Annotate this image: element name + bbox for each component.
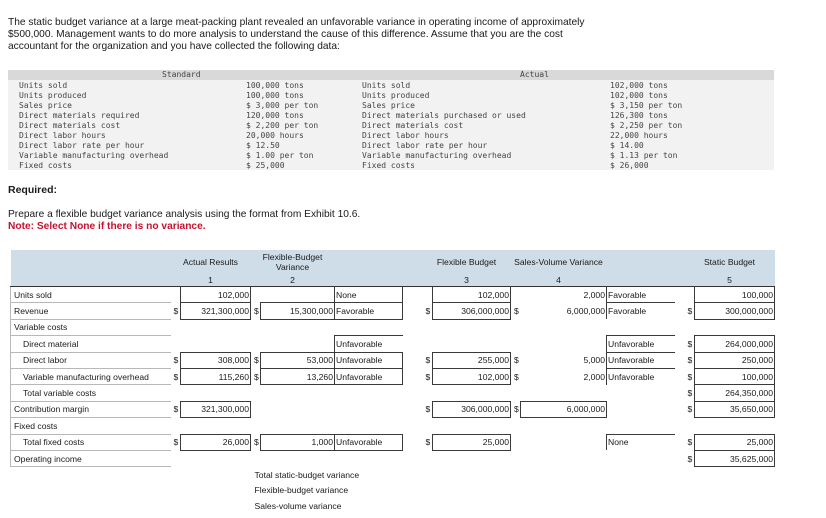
dollar-sign: $ [687, 404, 693, 415]
dollar-sign: $ [687, 437, 693, 448]
actual-dm-input[interactable] [181, 336, 251, 352]
header-number-row [11, 274, 775, 287]
svv-units-input[interactable]: 2,000 [583, 289, 605, 300]
std-label: Fixed costs [19, 161, 72, 170]
svv-voh-input[interactable]: 2,000 [583, 371, 605, 382]
act-value: 126,300 tons [610, 111, 668, 120]
fbv-dm-select[interactable]: Unfavorable [335, 336, 403, 352]
flex-cm-input[interactable]: 306,000,000 [433, 401, 511, 417]
dollar-sign: $ [254, 371, 259, 382]
table-row [11, 450, 775, 466]
table-row [11, 336, 775, 352]
svv-revenue-select[interactable]: Favorable [607, 303, 675, 319]
table-row [11, 303, 775, 319]
header-flexible-budget-variance: Flexible-Budget Variance [251, 250, 335, 274]
svv-tfc-select[interactable]: None [607, 434, 675, 450]
dollar-sign: $ [173, 371, 179, 382]
header-blank [335, 274, 403, 287]
static-tvc-input[interactable]: 264,350,000 [695, 385, 775, 401]
static-tfc-input[interactable]: 25,000 [695, 434, 775, 450]
flex-units-input[interactable]: 102,000 [433, 287, 511, 303]
table-row [11, 319, 775, 335]
fbv-tfc-select[interactable]: Unfavorable [335, 434, 403, 450]
dollar-sign: $ [514, 371, 519, 382]
header-col-4: 4 [511, 274, 607, 287]
flex-voh-input[interactable]: 102,000 [433, 368, 511, 384]
dollar-sign: $ [173, 355, 179, 366]
dollar-sign: $ [687, 388, 693, 399]
act-label: Units sold [362, 81, 411, 90]
dollar-sign: $ [425, 404, 431, 415]
static-cm-input[interactable]: 35,650,000 [695, 401, 775, 417]
std-label: Direct labor hours [19, 131, 106, 140]
header-col-1: 1 [171, 274, 251, 287]
std-value: $ 12.50 [246, 141, 280, 150]
std-value: $ 3,000 per ton [246, 101, 319, 110]
header-row [11, 250, 775, 274]
std-value: $ 2,200 per ton [246, 121, 319, 130]
std-label: Variable manufacturing overhead [19, 151, 169, 160]
fbv-dl-select[interactable]: Unfavorable [335, 352, 403, 368]
static-voh-input[interactable]: 100,000 [695, 368, 775, 384]
fbv-units-input[interactable] [261, 287, 335, 303]
act-label: Variable manufacturing overhead [362, 151, 512, 160]
svv-cm-input[interactable]: 6,000,000 [521, 401, 607, 417]
actual-labels [362, 81, 526, 171]
dollar-sign: $ [514, 355, 519, 366]
row-label: Variable costs [11, 319, 171, 335]
act-value: 102,000 tons [610, 91, 668, 100]
fbv-voh-input[interactable]: 13,260 [261, 368, 335, 384]
given-data-header [8, 70, 774, 80]
summary-sales-volume-variance-label: Sales-volume variance [254, 500, 342, 511]
act-label: Direct labor rate per hour [362, 141, 488, 150]
act-label: Fixed costs [362, 161, 415, 170]
static-dm-input[interactable]: 264,000,000 [695, 336, 775, 352]
fbv-tfc-input[interactable]: 1,000 [261, 434, 335, 450]
svv-dm-select[interactable]: Unfavorable [607, 336, 675, 352]
table-row [11, 401, 775, 417]
required-heading: Required: [8, 184, 58, 196]
fbv-dm-input[interactable] [261, 336, 335, 352]
static-revenue-input[interactable]: 300,000,000 [695, 303, 775, 319]
svv-dl-input[interactable]: 5,000 [583, 355, 605, 366]
dollar-sign: $ [425, 371, 431, 382]
header-blank [403, 274, 423, 287]
dollar-sign: $ [514, 306, 519, 317]
table-row [11, 385, 775, 401]
problem-intro [8, 17, 608, 54]
actual-dl-input[interactable]: 308,000 [181, 352, 251, 368]
actual-header: Actual [520, 70, 549, 79]
row-label: Direct labor [11, 352, 171, 368]
summary-flexible-variance-label: Flexible-budget variance [254, 485, 349, 496]
fbv-revenue-select[interactable]: Favorable [335, 303, 403, 319]
row-label: Fixed costs [11, 418, 171, 434]
std-label: Direct materials cost [19, 121, 121, 130]
actual-tfc-input[interactable]: 26,000 [181, 434, 251, 450]
instructions: Prepare a flexible budget variance analysis using the format from Exhibit 10.6. [8, 209, 361, 220]
header-col-3: 3 [423, 274, 511, 287]
header-col-5: 5 [685, 274, 775, 287]
row-label: Variable manufacturing overhead [11, 368, 171, 384]
actual-values [610, 81, 682, 171]
actual-revenue-input[interactable]: 321,300,000 [181, 303, 251, 319]
header-static-budget: Static Budget [685, 250, 775, 274]
fbv-voh-select[interactable]: Unfavorable [335, 368, 403, 384]
header-flexible-budget: Flexible Budget [423, 250, 511, 274]
summary-row [11, 467, 775, 483]
row-label: Operating income [11, 450, 171, 466]
header-sales-volume-variance: Sales-Volume Variance [511, 250, 607, 274]
std-value: 20,000 hours [246, 131, 304, 140]
header-blank [607, 250, 675, 274]
header-blank [403, 250, 423, 274]
header-actual: Actual Results [171, 250, 251, 274]
std-value: 100,000 tons [246, 91, 304, 100]
dollar-sign: $ [254, 437, 259, 448]
svv-dl-select[interactable]: Unfavorable [607, 352, 675, 368]
header-blank [335, 250, 403, 274]
actual-cm-input[interactable]: 321,300,000 [181, 401, 251, 417]
act-label: Units produced [362, 91, 430, 100]
summary-row [11, 498, 775, 513]
act-value: 22,000 hours [610, 131, 668, 140]
static-oi-input[interactable]: 35,625,000 [695, 450, 775, 466]
act-value: $ 1.13 per ton [610, 151, 678, 160]
std-label: Units produced [19, 91, 87, 100]
flex-dl-input[interactable]: 255,000 [433, 352, 511, 368]
std-value: $ 1.00 per ton [246, 151, 314, 160]
summary-row [11, 483, 775, 498]
act-value: $ 26,000 [610, 161, 649, 170]
flex-revenue-input[interactable]: 306,000,000 [433, 303, 511, 319]
row-label: Total fixed costs [11, 434, 171, 450]
std-label: Sales price [19, 101, 72, 110]
table-row [11, 418, 775, 434]
svv-dm-input[interactable] [521, 336, 607, 352]
dollar-sign: $ [173, 404, 179, 415]
flexible-budget-table [10, 250, 775, 513]
dollar-sign: $ [254, 355, 259, 366]
row-label: Contribution margin [11, 401, 171, 417]
svv-tfc-input[interactable] [521, 434, 607, 450]
svv-units-select[interactable]: Favorable [607, 287, 675, 303]
fbv-revenue-input[interactable]: 15,300,000 [261, 303, 335, 319]
dollar-sign: $ [254, 306, 259, 317]
row-label: Direct material [11, 336, 171, 352]
act-value: $ 14.00 [610, 141, 644, 150]
fbv-units-select[interactable]: None [335, 287, 403, 303]
header-blank [607, 274, 675, 287]
dollar-sign: $ [687, 371, 693, 382]
standard-header: Standard [162, 70, 201, 79]
flex-tfc-input[interactable]: 25,000 [433, 434, 511, 450]
intro-line-3: accountant for the organization and you have collected the following data: [8, 41, 340, 53]
dollar-sign: $ [687, 355, 693, 366]
dollar-sign: $ [687, 338, 693, 349]
table-row [11, 368, 775, 384]
dollar-sign: $ [425, 437, 431, 448]
table-row [11, 287, 775, 303]
std-label: Direct materials required [19, 111, 140, 120]
std-value: 100,000 tons [246, 81, 304, 90]
flex-dm-input[interactable] [433, 336, 511, 352]
act-label: Direct labor hours [362, 131, 449, 140]
act-label: Sales price [362, 101, 415, 110]
svv-voh-select[interactable]: Unfavorable [607, 368, 675, 384]
header-blank [675, 250, 685, 274]
act-label: Direct materials purchased or used [362, 111, 526, 120]
dollar-sign: $ [687, 453, 693, 464]
header-blank [11, 274, 171, 287]
row-label: Units sold [11, 287, 171, 303]
dollar-sign: $ [173, 306, 179, 317]
svv-revenue-input[interactable]: 6,000,000 [566, 306, 605, 317]
row-label: Revenue [11, 303, 171, 319]
std-value: 120,000 tons [246, 111, 304, 120]
std-value: $ 25,000 [246, 161, 285, 170]
act-value: 102,000 tons [610, 81, 668, 90]
note: Note: Select None if there is no variance. [8, 221, 206, 232]
summary-static-variance-label: Total static-budget variance [254, 469, 360, 480]
intro-line-2: $500,000. Management wants to do more analysis to understand the cause of this difference. Assume that you are the cost [8, 29, 563, 41]
row-label: Total variable costs [11, 385, 171, 401]
header-col-2: 2 [251, 274, 335, 287]
dollar-sign: $ [514, 404, 519, 415]
header-blank [11, 250, 171, 274]
table-row [11, 352, 775, 368]
actual-voh-input[interactable]: 115,260 [181, 368, 251, 384]
table-row [11, 434, 775, 450]
header-blank [675, 274, 685, 287]
std-label: Direct labor rate per hour [19, 141, 145, 150]
standard-values [246, 81, 318, 171]
dollar-sign: $ [425, 355, 431, 366]
act-value: $ 2,250 per ton [610, 121, 683, 130]
act-label: Direct materials cost [362, 121, 464, 130]
dollar-sign: $ [425, 306, 431, 317]
standard-labels [19, 81, 168, 171]
act-value: $ 3,150 per ton [610, 101, 683, 110]
dollar-sign: $ [687, 306, 693, 317]
std-label: Units sold [19, 81, 68, 90]
static-dl-input[interactable]: 250,000 [695, 352, 775, 368]
fbv-dl-input[interactable]: 53,000 [261, 352, 335, 368]
intro-line-1: The static budget variance at a large meat-packing plant revealed an unfavorable variance in operating income of approximately [8, 17, 585, 28]
static-units-input[interactable]: 100,000 [695, 287, 775, 303]
dollar-sign: $ [173, 437, 179, 448]
actual-units-input[interactable]: 102,000 [181, 287, 251, 303]
